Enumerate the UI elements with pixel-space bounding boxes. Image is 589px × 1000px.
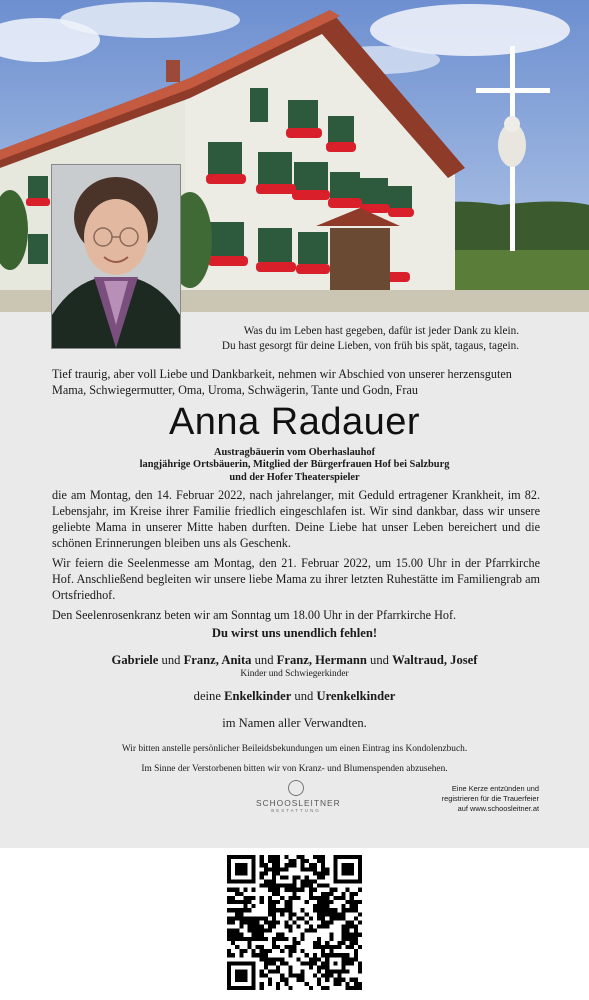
candle-info (399, 784, 539, 814)
candle-line-3[interactable]: auf www.schoosleitner.at (457, 804, 539, 813)
body-paragraph-3: Den Seelenrosenkranz beten wir am Sonntag um 18.00 Uhr in der Pfarrkirche Hof. (52, 608, 457, 622)
logo-name: SCHOOSLEITNER (256, 798, 341, 808)
family-names (0, 653, 589, 668)
body-paragraph-2: Wir feiern die Seelenmesse am Montag, den 21. Februar 2022, um 15.00 Uhr in der Pfarrkirche Hof. Anschließend begleiten wir unsere liebe Mama zu ihrer letzten Ruhestätte im Familiengrab am Ortsfriedhof. (52, 556, 540, 602)
family-and-2: und (251, 653, 277, 667)
title-line-2: langjährige Ortsbäuerin, Mitglied der Bürgerfrauen Hof bei Salzburg (139, 459, 450, 471)
condolence-note: Wir bitten anstelle persönlicher Beileidsbekundungen um einen Eintrag ins Kondolenzbuch. (121, 744, 468, 754)
quote-line-2: Du hast gesorgt für deine Lieben, von früh bis spät, tagaus, tagein. (221, 340, 519, 352)
qr-code[interactable] (227, 855, 362, 990)
farewell-line: Du wirst uns unendlich fehlen! (211, 626, 378, 640)
logo-tag: BESTATTUNG (271, 808, 321, 813)
candle-line-1: Eine Kerze entzünden und (451, 784, 539, 793)
family-and-3: und (366, 653, 393, 667)
memorial-quote (189, 324, 519, 354)
quote-line-1: Was du im Leben hast gegeben, dafür ist jeder Dank zu klein. (243, 325, 519, 337)
portrait-photo (51, 164, 181, 349)
intro-line-2: Mama, Schwiegermutter, Oma, Uroma, Schwägerin, Tante und Godn, Frau (52, 383, 418, 397)
candle-line-2: registrieren für die Trauerfeier (441, 794, 539, 803)
grandchildren-line (0, 689, 589, 704)
title-line-1: Austragbäuerin vom Oberhaslauhof (213, 447, 376, 458)
intro-line-1: Tief traurig, aber voll Liebe und Dankbarkeit, nehmen wir Abschied von unserer herzensguten (52, 367, 512, 381)
family-and-1: und (158, 653, 184, 667)
deceased-titles (0, 447, 589, 484)
family-caption: Kinder und Schwiegerkinder (240, 669, 349, 679)
grandchildren-a: Enkelkinder (224, 689, 292, 703)
family-name-3: Franz, Hermann (276, 653, 367, 667)
obituary-body (52, 487, 540, 627)
family-name-4: Waltraud, Josef (392, 653, 478, 667)
family-name-1: Gabriele (111, 653, 159, 667)
body-paragraph-1: die am Montag, den 14. Februar 2022, nach jahrelanger, mit Geduld ertragener Krankheit, im 82. Lebensjahr, im Kreise ihrer Familie friedlich eingeschlafen ist. Wir sind dankbar, dass wir unsere geliebte Mama in unserer Mitte haben durften. Deine Liebe hat unser Leben bereichert und die schönen Erinnerungen bleiben uns als Geschenk. (52, 488, 540, 550)
rose-icon (288, 780, 304, 796)
flowers-note: Im Sinne der Verstorbenen bitten wir von Kranz- und Blumenspenden abzusehen. (141, 764, 448, 774)
relatives-line: im Namen aller Verwandten. (222, 716, 367, 730)
deceased-name: Anna Radauer (168, 401, 421, 443)
grandchildren-b: Urenkelkinder (316, 689, 396, 703)
grandchildren-prefix: deine (193, 689, 225, 703)
grandchildren-and: und (291, 689, 317, 703)
funeral-home-logo (256, 780, 341, 813)
family-name-2: Franz, Anita (183, 653, 252, 667)
intro-text (52, 366, 540, 398)
title-line-3: und der Hofer Theaterspieler (229, 471, 360, 483)
